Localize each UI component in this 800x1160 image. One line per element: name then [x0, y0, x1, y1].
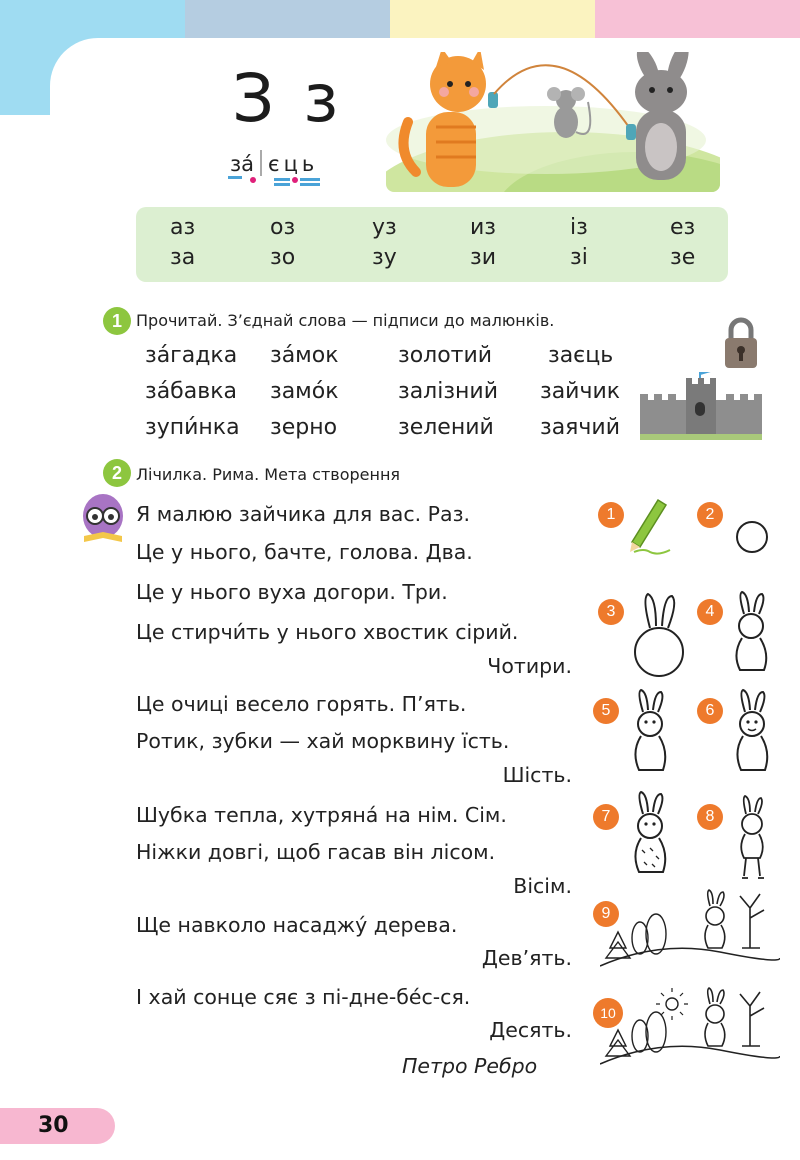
syllable-cell: зо — [270, 245, 296, 270]
step-badge: 10 — [593, 998, 623, 1028]
step-badge: 5 — [593, 698, 619, 724]
poem-line: Ще навколо насаджу́ дерева. — [136, 913, 458, 937]
sound-scheme-soft-2 — [300, 178, 320, 181]
rabbit-step-4-drawing — [730, 590, 774, 680]
syllable-cell: зи — [470, 245, 496, 270]
green-pencil-icon — [624, 494, 676, 556]
poem-line: Я малюю зайчика для вас. Раз. — [136, 502, 471, 526]
rabbit-step-7-drawing — [628, 790, 674, 880]
sound-scheme-soft-1b — [274, 183, 290, 186]
syllable-cell: ез — [670, 215, 696, 240]
head-circle-drawing — [734, 518, 770, 556]
task-2-instruction: Лічилка. Рима. Мета створення — [136, 465, 401, 484]
step-badge: 6 — [697, 698, 723, 724]
sound-scheme-soft-2b — [300, 183, 320, 186]
rabbit-step-8-drawing — [734, 794, 772, 884]
step-badge: 7 — [593, 804, 619, 830]
padlock-icon — [722, 316, 760, 370]
word: замо́к — [270, 379, 339, 404]
rabbit-step-5-drawing — [628, 688, 674, 780]
step-badge: 1 — [598, 502, 624, 528]
word: золотий — [398, 343, 493, 368]
poem-count: Чотири. — [487, 654, 572, 678]
word: залізний — [398, 379, 499, 404]
cat-rabbit-jump-rope-illustration — [386, 52, 720, 192]
word: заячий — [540, 415, 621, 440]
task-1-instruction: Прочитай. З’єднай слова — підписи до малюнків. — [136, 311, 555, 330]
syllable-cell: за — [170, 245, 196, 270]
sound-scheme-hard — [228, 176, 242, 179]
poem-line: Це очиці весело горять. П’ять. — [136, 692, 467, 716]
syllable-cell: із — [570, 215, 588, 240]
word: за́гадка — [145, 343, 238, 368]
step-badge: 3 — [598, 599, 624, 625]
poem-count: Десять. — [489, 1018, 572, 1042]
top-band-yellow — [390, 0, 595, 40]
syllable-cell: уз — [372, 215, 397, 240]
rabbit-step-6-drawing — [730, 688, 776, 780]
word: зайчик — [540, 379, 621, 404]
rabbit-step-3-drawing — [630, 590, 688, 680]
syllable-table — [136, 207, 728, 282]
step-badge: 9 — [593, 901, 619, 927]
poem-count: Шість. — [502, 763, 572, 787]
sound-scheme-soft-1 — [274, 178, 290, 181]
word: за́бавка — [145, 379, 237, 404]
step-badge: 4 — [697, 599, 723, 625]
rabbit-forest-sun-step-10-drawing — [600, 986, 780, 1068]
rabbit-forest-step-9-drawing — [600, 888, 780, 970]
poem-line: Шубка тепла, хутряна́ на нім. Сім. — [136, 803, 507, 827]
top-band-pink — [595, 0, 800, 40]
poem-line: Ніжки довгі, щоб гасав він лісом. — [136, 840, 496, 864]
syllable-part-1: за́ — [230, 152, 255, 176]
word: заєць — [548, 343, 614, 368]
poem-line: Це у нього вуха догори. Три. — [136, 580, 448, 604]
poem-count: Вісім. — [513, 874, 572, 898]
author-name: Петро Ребро — [402, 1054, 538, 1078]
poem-line: Це стирчи́ть у нього хвостик сірий. — [136, 620, 519, 644]
poem-line: І хай сонце сяє з пі-дне-бе́с-ся. — [136, 985, 471, 1009]
owl-reader-icon — [78, 488, 128, 544]
syllable-cell: аз — [170, 215, 196, 240]
sound-scheme-vowel-dot-2 — [292, 177, 298, 183]
word: за́мок — [270, 343, 339, 368]
top-band-steel — [185, 0, 390, 40]
castle-icon — [640, 372, 762, 440]
step-badge: 8 — [697, 804, 723, 830]
syllable-scheme — [228, 150, 320, 176]
syllable-part-2: єць — [268, 152, 319, 176]
sound-scheme-vowel-dot — [250, 177, 256, 183]
big-letter: З з — [232, 60, 343, 137]
word: зелений — [398, 415, 494, 440]
syllable-cell: зе — [670, 245, 696, 270]
word: зерно — [270, 415, 338, 440]
syllable-cell: оз — [270, 215, 296, 240]
syllable-cell: из — [470, 215, 496, 240]
syllable-separator — [260, 150, 262, 176]
page-number: 30 — [0, 1108, 115, 1144]
word: зупи́нка — [145, 415, 240, 440]
step-badge: 2 — [697, 502, 723, 528]
task-1-badge: 1 — [103, 307, 131, 335]
poem-line: Це у нього, бачте, голова. Два. — [136, 540, 473, 564]
task-2-badge: 2 — [103, 459, 131, 487]
poem-count: Дев’ять. — [481, 946, 572, 970]
syllable-cell: зу — [372, 245, 397, 270]
syllable-cell: зі — [570, 245, 588, 270]
poem-line: Ротик, зубки — хай морквину їсть. — [136, 729, 510, 753]
